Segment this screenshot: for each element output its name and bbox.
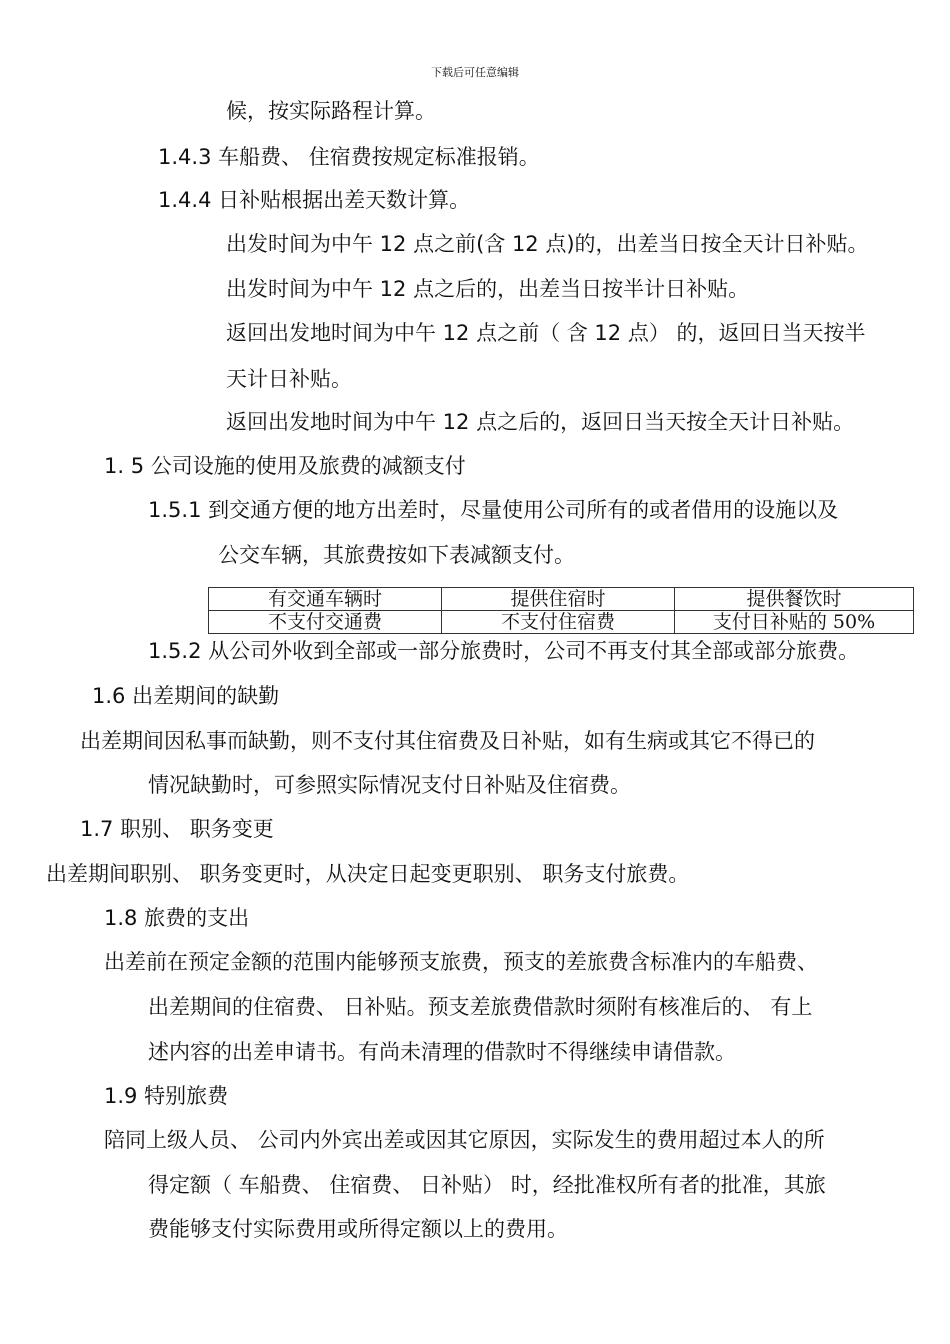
text-line-return-before-noon: 返回出发地时间为中午 12 点之前（ 含 12 点） 的，返回日当天按半 <box>226 321 866 345</box>
clause-1-5-1: 1.5.1 到交通方便的地方出差时，尽量使用公司所有的或者借用的设施以及 <box>148 498 839 522</box>
table-header-row <box>209 588 914 611</box>
paragraph-advance: 出差前在预定金额的范围内能够预支旅费，预支的差旅费含标准内的车船费、 <box>104 950 818 974</box>
paragraph-advance-cont-1: 出差期间的住宿费、 日补贴。预支差旅费借款时须附有核准后的、 有上 <box>148 995 813 1019</box>
text-line-continuation: 候，按实际路程计算。 <box>226 99 436 123</box>
table-header-cell: 提供餐饮时 <box>675 588 914 611</box>
section-heading-1-7: 1.7 职别、 职务变更 <box>80 817 274 841</box>
table-cell: 不支付交通费 <box>209 611 442 634</box>
text-line-departure-before-noon: 出发时间为中午 12 点之前(含 12 点)的，出差当日按全天计日补贴。 <box>226 232 869 256</box>
paragraph-absence-cont: 情况缺勤时，可参照实际情况支付日补贴及住宿费。 <box>148 773 631 797</box>
table-cell: 支付日补贴的 50% <box>675 611 914 634</box>
paragraph-special-cont-1: 得定额（ 车船费、 住宿费、 日补贴） 时，经批准权所有者的批准，其旅 <box>148 1173 826 1197</box>
paragraph-absence: 出差期间因私事而缺勤，则不支付其住宿费及日补贴，如有生病或其它不得已的 <box>80 729 815 753</box>
section-heading-1-8: 1.8 旅费的支出 <box>104 906 250 930</box>
clause-1-4-3: 1.4.3 车船费、 住宿费按规定标准报销。 <box>158 145 540 169</box>
section-heading-1-6: 1.6 出差期间的缺勤 <box>92 684 280 708</box>
text-line-return-after-noon: 返回出发地时间为中午 12 点之后的，返回日当天按全天计日补贴。 <box>226 410 855 434</box>
clause-1-5-2: 1.5.2 从公司外收到全部或一部分旅费时，公司不再支付其全部或部分旅费。 <box>148 639 860 663</box>
table-header-cell: 提供住宿时 <box>442 588 675 611</box>
table-cell: 不支付住宿费 <box>442 611 675 634</box>
text-line-departure-after-noon: 出发时间为中午 12 点之后的，出差当日按半计日补贴。 <box>226 277 750 301</box>
clause-1-4-4: 1.4.4 日补贴根据出差天数计算。 <box>158 188 471 212</box>
table-row <box>209 611 914 634</box>
text-line-return-before-noon-cont: 天计日补贴。 <box>226 367 352 391</box>
section-heading-1-9: 1.9 特别旅费 <box>104 1084 229 1108</box>
paragraph-advance-cont-2: 述内容的出差申请书。有尚未清理的借款时不得继续申请借款。 <box>148 1040 736 1064</box>
section-heading-1-5: 1. 5 公司设施的使用及旅费的减额支付 <box>104 454 466 478</box>
page-header-note: 下载后可任意编辑 <box>431 66 519 79</box>
reduction-table <box>208 587 914 634</box>
paragraph-position-change: 出差期间职别、 职务变更时，从决定日起变更职别、 职务支付旅费。 <box>46 862 690 886</box>
paragraph-special: 陪同上级人员、 公司内外宾出差或因其它原因，实际发生的费用超过本人的所 <box>104 1128 825 1152</box>
clause-1-5-1-cont: 公交车辆，其旅费按如下表减额支付。 <box>218 543 575 567</box>
paragraph-special-cont-2: 费能够支付实际费用或所得定额以上的费用。 <box>148 1217 568 1241</box>
table-header-cell: 有交通车辆时 <box>209 588 442 611</box>
